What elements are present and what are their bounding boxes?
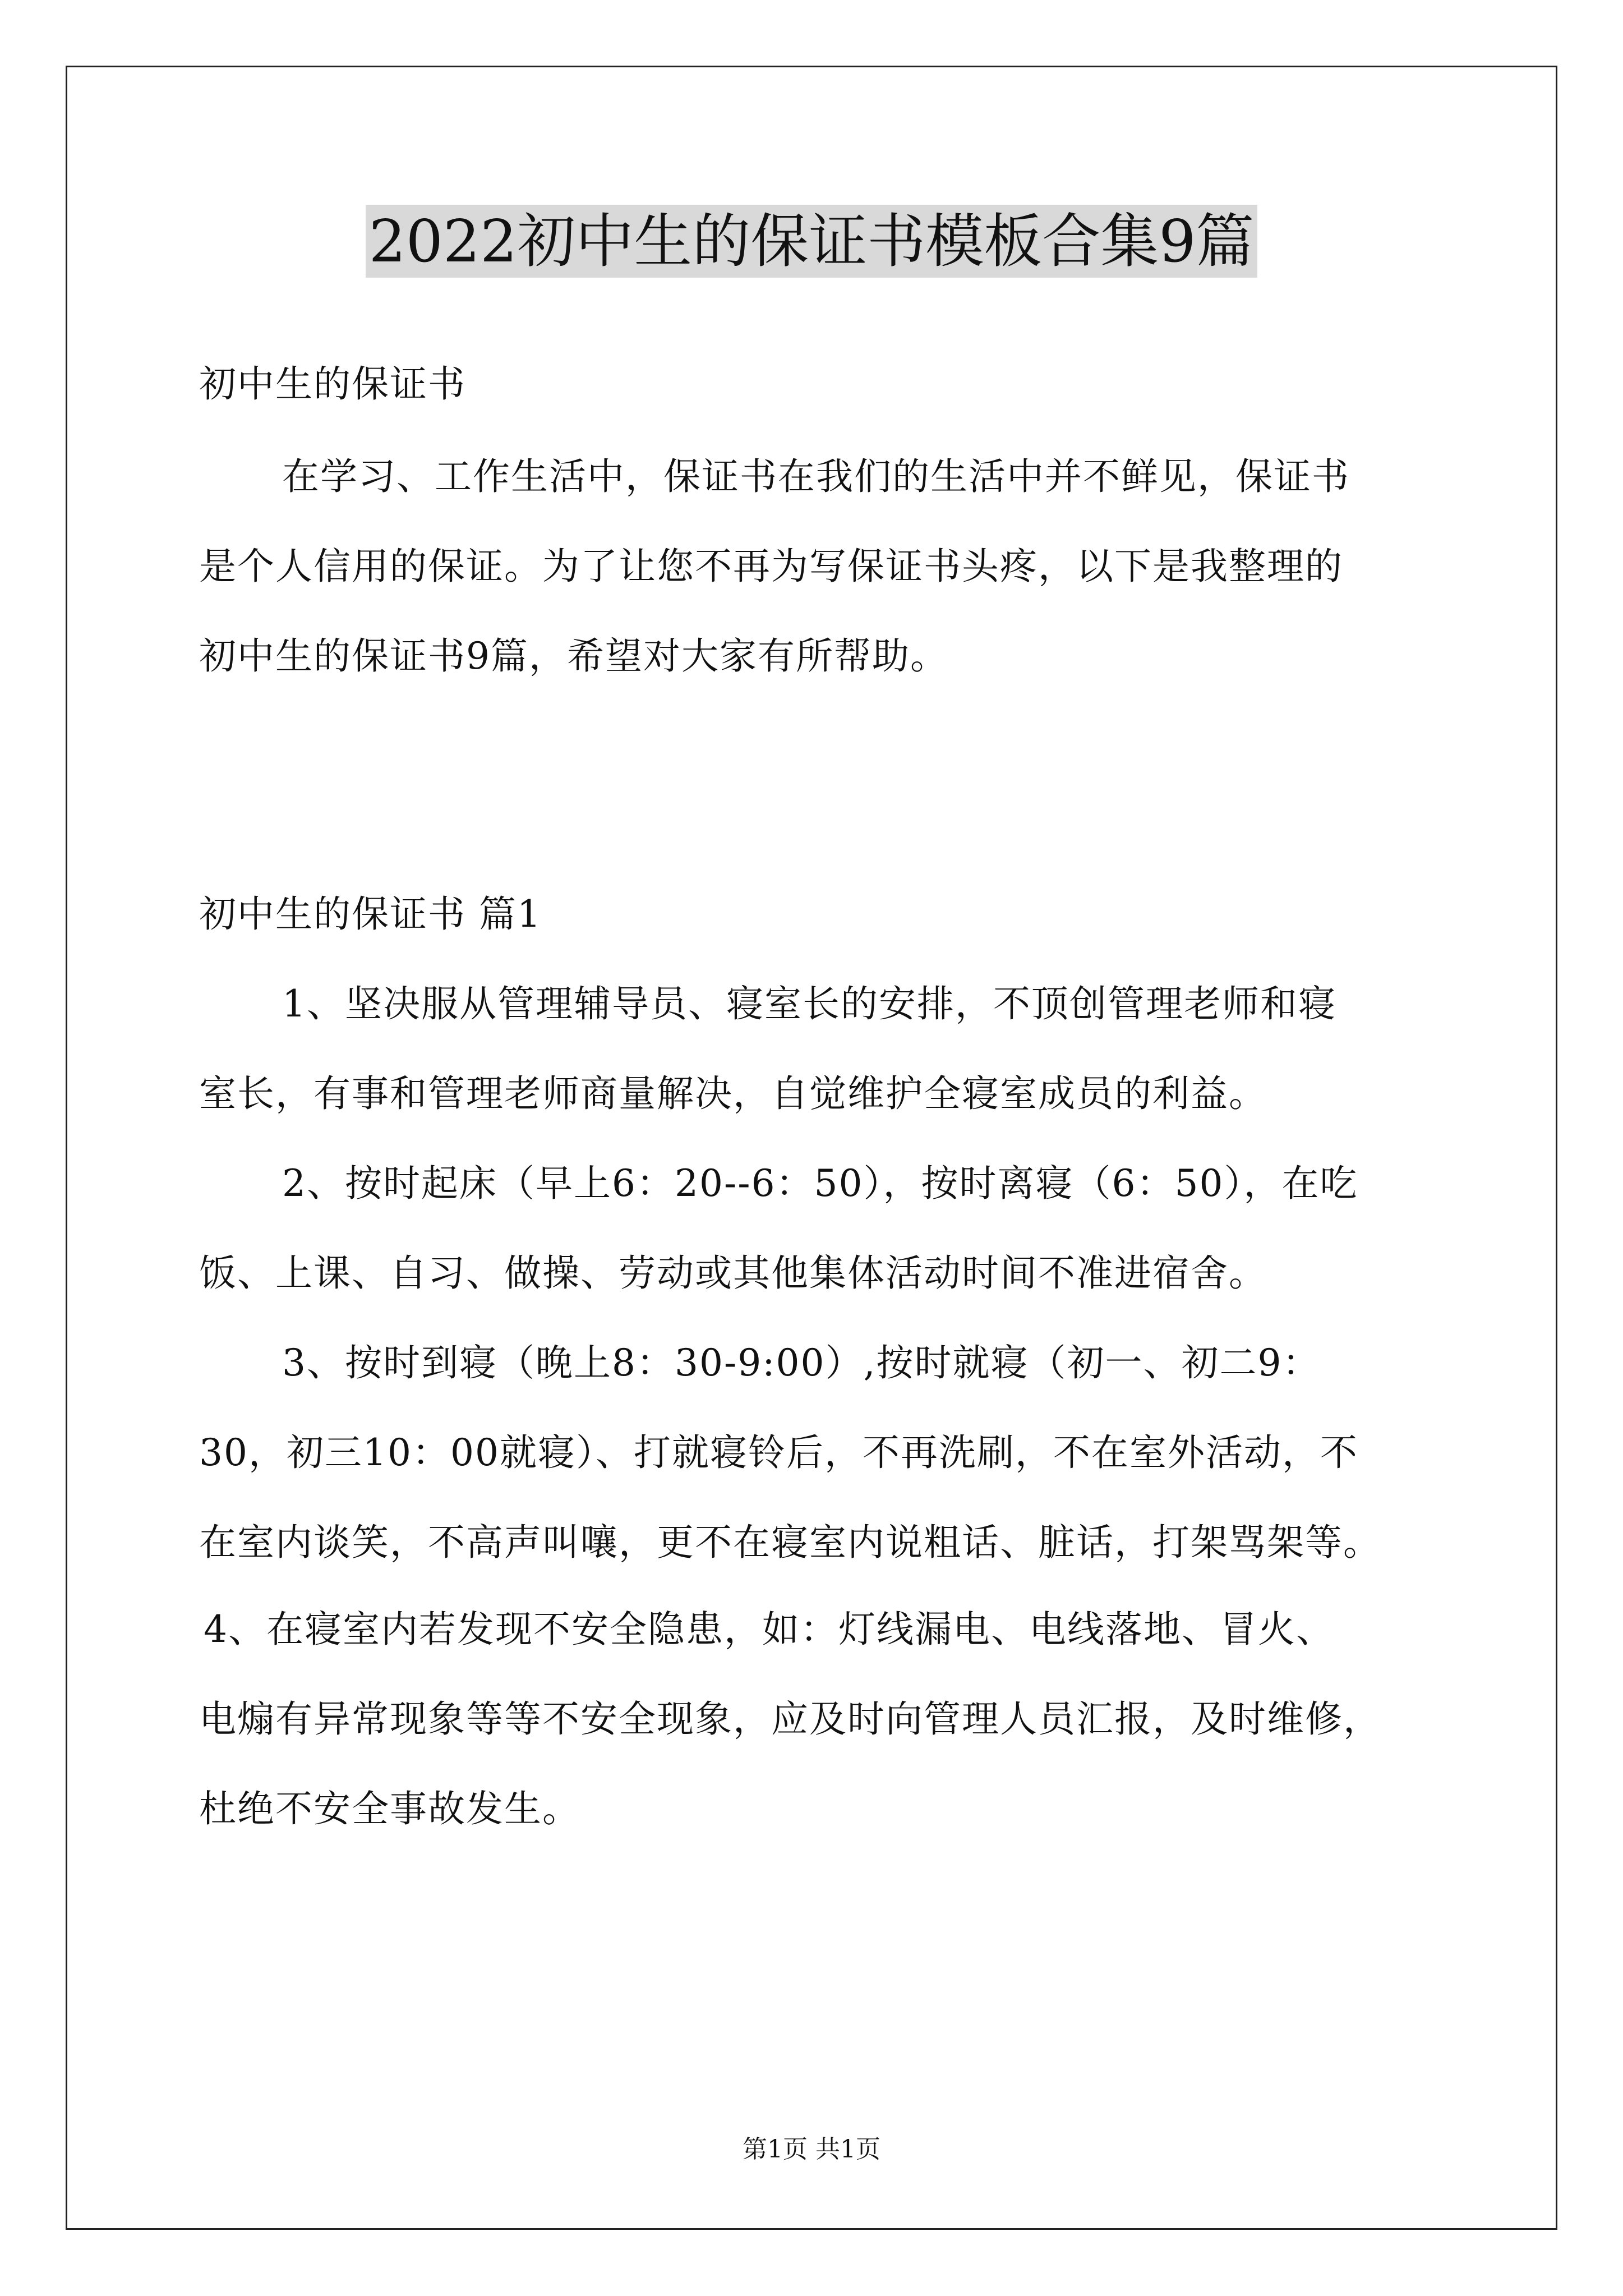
body-line: 室长，有事和管理老师商量解决，自觉维护全寝室成员的利益。 [199,1072,1267,1115]
body-line: 30，初三10：00就寝）、打就寝铃后，不再洗刷，不在室外活动，不 [199,1431,1358,1474]
body-line: 2、按时起床（早上6：20--6：50），按时离寝（6：50），在吃 [282,1162,1358,1205]
body-line: 初中生的保证书9篇，希望对大家有所帮助。 [199,634,948,678]
body-line: 是个人信用的保证。为了让您不再为写保证书头疼，以下是我整理的 [199,545,1343,588]
section-heading: 初中生的保证书 篇1 [199,892,542,936]
body-line: 3、按时到寝（晚上8：30-9:00）,按时就寝（初一、初二9： [282,1341,1321,1384]
title-container [0,205,1623,278]
page-number: 第1页 共1页 [743,2135,880,2164]
body-line: 在学习、工作生活中，保证书在我们的生活中并不鲜见，保证书 [282,455,1350,498]
body-line: 在室内谈笑，不高声叫嚷，更不在寝室内说粗话、脏话，打架骂架等。 [199,1521,1381,1564]
page-footer [0,2133,1623,2166]
section-heading: 初中生的保证书 [199,362,466,406]
document-title: 2022初中生的保证书模板合集9篇 [366,205,1258,278]
body-line: 饭、上课、自习、做操、劳动或其他集体活动时间不准进宿舍。 [199,1251,1267,1295]
body-line: 杜绝不安全事故发生。 [199,1787,580,1830]
body-line: 电煽有异常现象等等不安全现象，应及时向管理人员汇报，及时维修， [199,1697,1381,1741]
body-line: 1、坚决服从管理辅导员、寝室长的安排，不顶创管理老师和寝 [282,982,1336,1025]
body-line: 4、在寝室内若发现不安全隐患，如：灯线漏电、电线落地、冒火、 [204,1608,1334,1651]
